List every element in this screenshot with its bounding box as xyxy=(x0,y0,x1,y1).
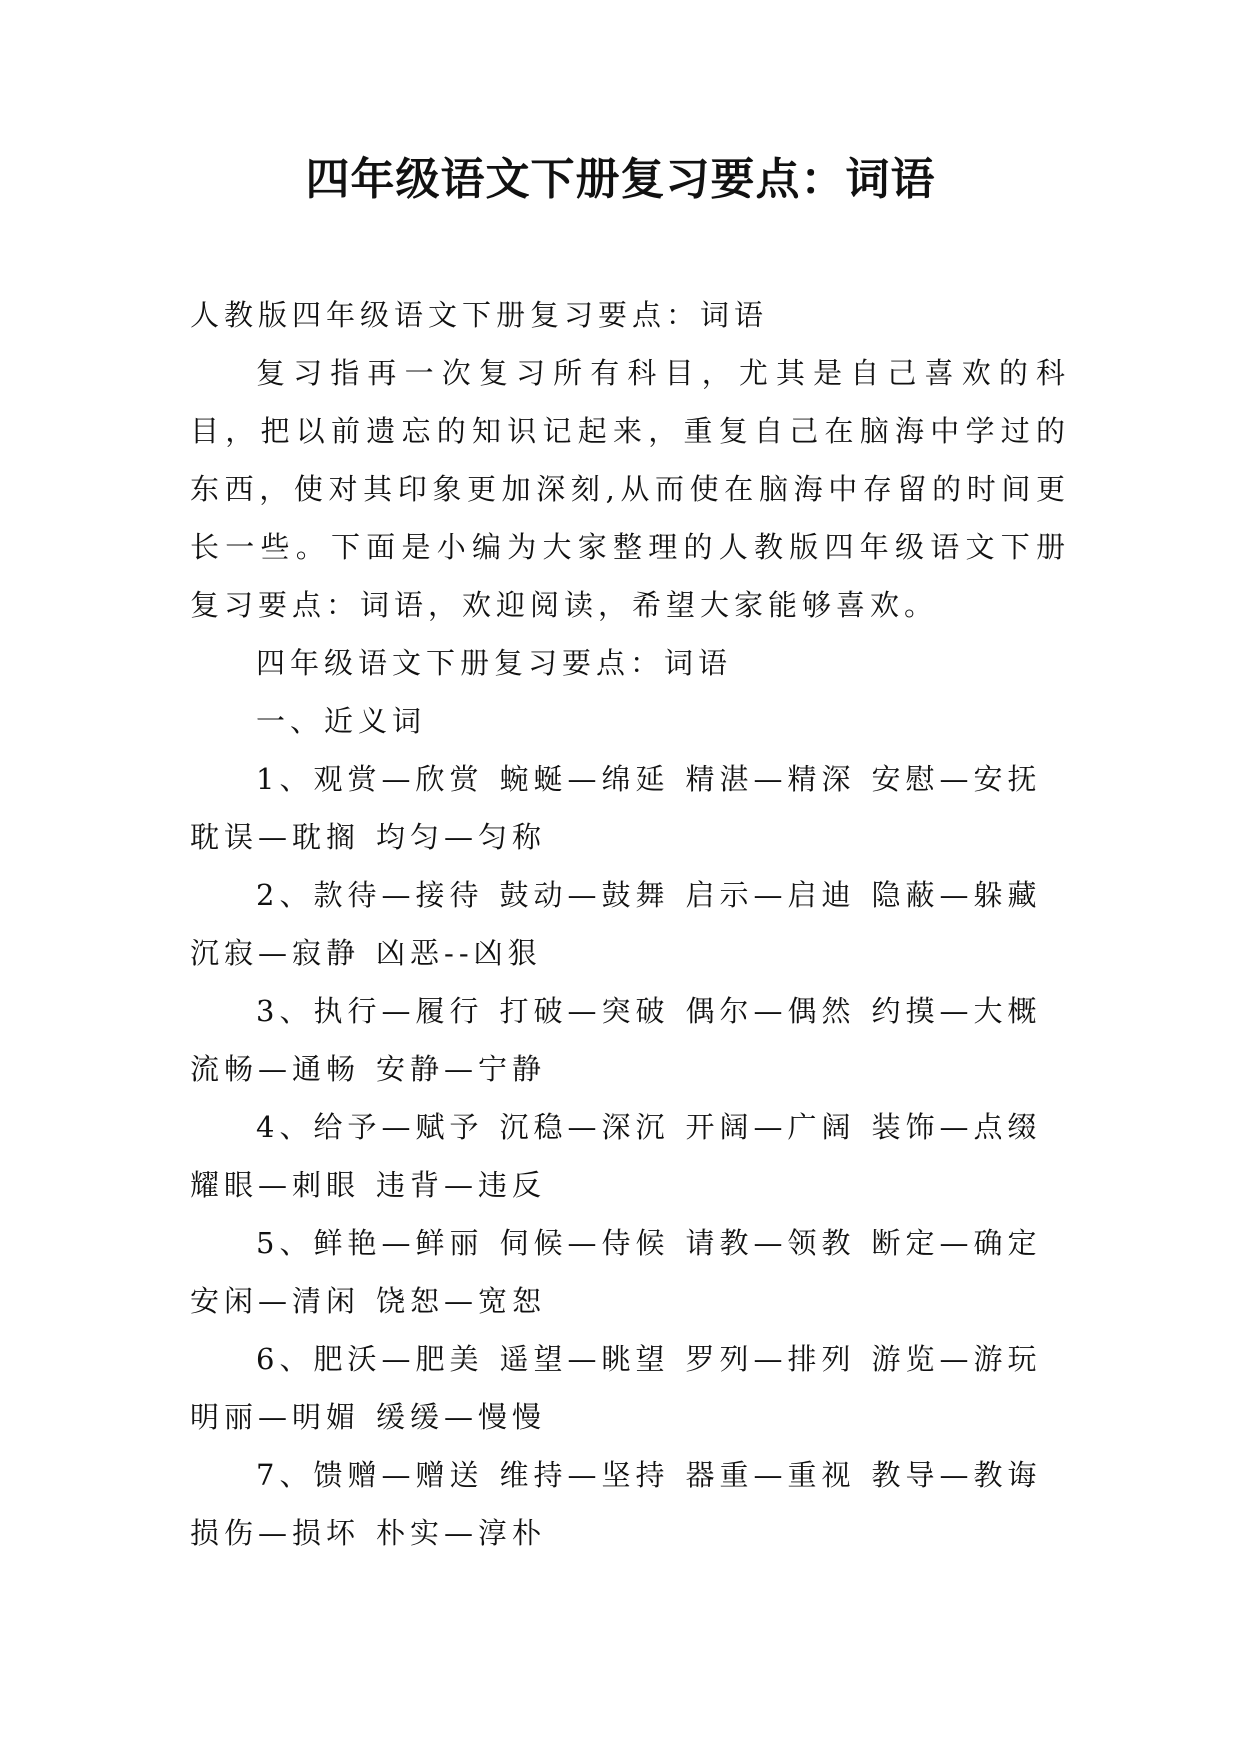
synonym-pair: 2、款待—接待 xyxy=(256,878,484,912)
synonym-group xyxy=(190,750,1070,866)
synonym-pair: 均匀—匀称 xyxy=(376,820,547,854)
synonym-pair: 5、鲜艳—鲜丽 xyxy=(256,1226,484,1260)
document-body xyxy=(190,286,1070,1562)
synonym-pair: 教导—教诲 xyxy=(871,1458,1042,1492)
synonym-pair: 安慰—安抚 xyxy=(871,762,1042,796)
synonym-pair: 违背—违反 xyxy=(376,1168,547,1202)
synonym-pair: 安静—宁静 xyxy=(376,1052,547,1086)
synonym-pair: 偶尔—偶然 xyxy=(685,994,856,1028)
synonym-pair: 请教—领教 xyxy=(685,1226,856,1260)
synonym-line-first xyxy=(190,1214,1070,1272)
synonym-pair: 装饰—点缀 xyxy=(871,1110,1042,1144)
synonym-line-second xyxy=(190,924,1070,982)
synonym-pair: 蜿蜒—绵延 xyxy=(499,762,670,796)
synonym-pair: 启示—启迪 xyxy=(685,878,856,912)
synonym-pair: 6、肥沃—肥美 xyxy=(256,1342,484,1376)
synonym-pair: 耀眼—刺眼 xyxy=(190,1168,361,1202)
synonym-pair: 鼓动—鼓舞 xyxy=(499,878,670,912)
synonym-line-second xyxy=(190,808,1070,866)
synonym-line-first xyxy=(190,1446,1070,1504)
synonym-group xyxy=(190,1214,1070,1330)
synonym-pair: 3、执行—履行 xyxy=(256,994,484,1028)
synonym-pair: 7、馈赠—赠送 xyxy=(256,1458,484,1492)
synonym-pair: 朴实—淳朴 xyxy=(376,1516,547,1550)
synonym-line-first xyxy=(190,1098,1070,1156)
synonym-groups xyxy=(190,750,1070,1562)
synonym-pair: 流畅—通畅 xyxy=(190,1052,361,1086)
synonym-line-first xyxy=(190,1330,1070,1388)
synonym-line-second xyxy=(190,1504,1070,1562)
synonym-group xyxy=(190,866,1070,982)
synonym-pair: 隐蔽—躲藏 xyxy=(871,878,1042,912)
synonym-pair: 安闲—清闲 xyxy=(190,1284,361,1318)
synonym-pair: 凶恶--凶狠 xyxy=(376,936,542,970)
synonym-pair: 饶恕—宽恕 xyxy=(376,1284,547,1318)
synonym-pair: 断定—确定 xyxy=(871,1226,1042,1260)
synonym-line-second xyxy=(190,1156,1070,1214)
synonym-pair: 游览—游玩 xyxy=(871,1342,1042,1376)
synonym-pair: 遥望—眺望 xyxy=(499,1342,670,1376)
synonym-line-second xyxy=(190,1272,1070,1330)
synonym-pair: 损伤—损坏 xyxy=(190,1516,361,1550)
synonym-pair: 4、给予—赋予 xyxy=(256,1110,484,1144)
document-title: 四年级语文下册复习要点：词语 xyxy=(305,154,936,205)
synonym-pair: 明丽—明媚 xyxy=(190,1400,361,1434)
synonym-group xyxy=(190,982,1070,1098)
synonym-pair: 器重—重视 xyxy=(685,1458,856,1492)
synonym-line-first xyxy=(190,750,1070,808)
subsection-heading: 一、近义词 xyxy=(256,704,427,738)
synonym-pair: 伺候—侍候 xyxy=(499,1226,670,1260)
section-heading: 四年级语文下册复习要点：词语 xyxy=(256,646,733,680)
synonym-pair: 罗列—排列 xyxy=(685,1342,856,1376)
synonym-pair: 沉稳—深沉 xyxy=(499,1110,670,1144)
synonym-group xyxy=(190,1330,1070,1446)
intro-paragraph: 复习指再一次复习所有科目，尤其是自己喜欢的科目，把以前遗忘的知识记起来，重复自己在脑海中学过的东西，使对其印象更加深刻,从而使在脑海中存留的时间更长一些。下面是小编为大家整理的人教版四年级语文下册复习要点：词语，欢迎阅读，希望大家能够喜欢。 xyxy=(190,356,1070,622)
synonym-group xyxy=(190,1098,1070,1214)
synonym-pair: 缓缓—慢慢 xyxy=(376,1400,547,1434)
synonym-pair: 打破—突破 xyxy=(499,994,670,1028)
synonym-pair: 沉寂—寂静 xyxy=(190,936,361,970)
synonym-pair: 约摸—大概 xyxy=(871,994,1042,1028)
synonym-pair: 1、观赏—欣赏 xyxy=(256,762,484,796)
synonym-line-second xyxy=(190,1040,1070,1098)
synonym-line-first xyxy=(190,866,1070,924)
subtitle-line: 人教版四年级语文下册复习要点：词语 xyxy=(190,298,769,332)
synonym-pair: 维持—坚持 xyxy=(499,1458,670,1492)
synonym-pair: 耽误—耽搁 xyxy=(190,820,361,854)
synonym-group xyxy=(190,1446,1070,1562)
synonym-line-second xyxy=(190,1388,1070,1446)
synonym-pair: 开阔—广阔 xyxy=(685,1110,856,1144)
synonym-pair: 精湛—精深 xyxy=(685,762,856,796)
synonym-line-first xyxy=(190,982,1070,1040)
